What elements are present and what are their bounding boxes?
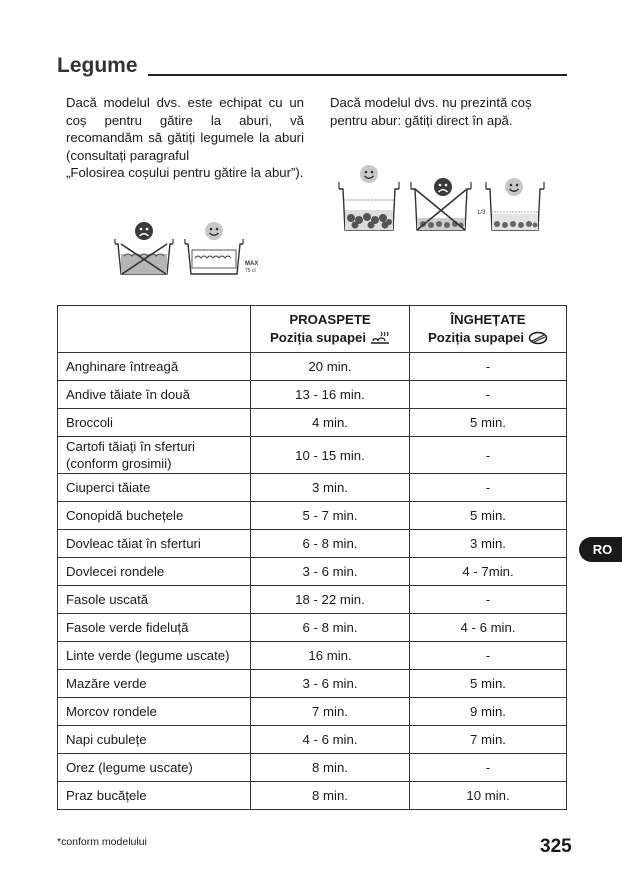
fresh-time: 3 - 6 min. <box>251 670 410 698</box>
steam-valve-icon <box>370 331 390 345</box>
intro-left-paragraph <box>66 94 304 182</box>
frozen-time: - <box>410 474 567 502</box>
language-tab: RO <box>579 537 622 562</box>
fresh-time: 6 - 8 min. <box>251 530 410 558</box>
table-row <box>58 409 567 437</box>
fresh-time: 8 min. <box>251 782 410 810</box>
table-row <box>58 698 567 726</box>
frozen-time: - <box>410 437 567 474</box>
vegetable-name-line1: Cartofi tăiați în sferturi <box>66 439 195 454</box>
header-fresh-sub: Poziția supapei <box>270 330 366 345</box>
vegetable-name: Dovleac tăiat în sferturi <box>58 530 251 558</box>
section-title: Legume <box>57 54 138 77</box>
fresh-time: 7 min. <box>251 698 410 726</box>
title-rule <box>148 74 567 76</box>
fresh-time: 16 min. <box>251 642 410 670</box>
footnote: *conform modelului <box>57 836 147 848</box>
happy-face-icon <box>360 165 378 183</box>
table-row <box>58 614 567 642</box>
table-row <box>58 670 567 698</box>
frozen-time: 3 min. <box>410 530 567 558</box>
vegetable-name: Mazăre verde <box>58 670 251 698</box>
frozen-time: 7 min. <box>410 726 567 754</box>
vegetable-name: Praz bucățele <box>58 782 251 810</box>
fresh-time: 4 min. <box>251 409 410 437</box>
frozen-time: - <box>410 754 567 782</box>
pot-with-basket-crossed <box>115 239 173 274</box>
vegetable-name: Orez (legume uscate) <box>58 754 251 782</box>
page-number: 325 <box>540 836 572 857</box>
level-label: 1/3 <box>477 210 486 216</box>
table-row <box>58 558 567 586</box>
vegetable-name <box>58 437 251 474</box>
fresh-time: 4 - 6 min. <box>251 726 410 754</box>
vegetable-name: Anghinare întreagă <box>58 353 251 381</box>
table-row <box>58 726 567 754</box>
happy-face-icon <box>205 222 223 240</box>
header-fresh <box>251 306 410 353</box>
frozen-time: 9 min. <box>410 698 567 726</box>
fresh-time: 3 - 6 min. <box>251 558 410 586</box>
intro-right-paragraph: Dacă modelul dvs. nu prezintă coș pentru abur: gătiți direct în apă. <box>330 95 532 128</box>
table-row <box>58 586 567 614</box>
pot-water-ok <box>339 182 399 230</box>
header-frozen-title: ÎNGHEȚATE <box>450 312 526 327</box>
intro-left-text-end: „Folosirea coșului pentru gătire la abur”). <box>66 165 304 180</box>
vegetable-name: Fasole uscată <box>58 586 251 614</box>
header-frozen-sub: Poziția supapei <box>428 330 524 345</box>
steam-basket-illustration <box>108 218 268 285</box>
vegetable-name: Broccoli <box>58 409 251 437</box>
direct-water-illustration <box>336 162 551 243</box>
vegetable-name: Morcov rondele <box>58 698 251 726</box>
frozen-time: - <box>410 353 567 381</box>
vegetable-name: Andive tăiate în două <box>58 381 251 409</box>
table-row <box>58 782 567 810</box>
fresh-time: 5 - 7 min. <box>251 502 410 530</box>
vegetable-name: Fasole verde fideluță <box>58 614 251 642</box>
volume-label: 75 cl <box>245 268 256 274</box>
frozen-time: 5 min. <box>410 502 567 530</box>
cooking-times-table <box>57 305 567 810</box>
max-label: MAX <box>245 261 259 267</box>
vegetable-name: Conopidă buchețele <box>58 502 251 530</box>
table-row <box>58 502 567 530</box>
vegetable-name: Ciuperci tăiate <box>58 474 251 502</box>
fresh-time: 10 - 15 min. <box>251 437 410 474</box>
frozen-time: 10 min. <box>410 782 567 810</box>
fresh-time: 3 min. <box>251 474 410 502</box>
fresh-time: 18 - 22 min. <box>251 586 410 614</box>
table-row <box>58 754 567 782</box>
sad-face-icon <box>434 178 452 196</box>
frozen-valve-icon <box>528 331 548 345</box>
table-row <box>58 530 567 558</box>
frozen-time: 5 min. <box>410 670 567 698</box>
fresh-time: 13 - 16 min. <box>251 381 410 409</box>
frozen-time: - <box>410 642 567 670</box>
table-header-row <box>58 306 567 353</box>
header-frozen <box>410 306 567 353</box>
table-row <box>58 474 567 502</box>
header-fresh-title: PROASPETE <box>289 312 371 327</box>
table-row <box>58 381 567 409</box>
vegetable-name: Dovlecei rondele <box>58 558 251 586</box>
fresh-time: 6 - 8 min. <box>251 614 410 642</box>
frozen-time: - <box>410 381 567 409</box>
fresh-time: 8 min. <box>251 754 410 782</box>
happy-face-icon <box>505 178 523 196</box>
fresh-time: 20 min. <box>251 353 410 381</box>
pot-with-basket-ok <box>185 239 243 274</box>
table-row <box>58 353 567 381</box>
sad-face-icon <box>135 222 153 240</box>
frozen-time: - <box>410 586 567 614</box>
frozen-time: 4 - 7min. <box>410 558 567 586</box>
vegetable-name-line2: (conform grosimii) <box>66 456 172 471</box>
table-row <box>58 437 567 474</box>
vegetable-name: Napi cubulețe <box>58 726 251 754</box>
frozen-time: 5 min. <box>410 409 567 437</box>
table-row <box>58 642 567 670</box>
vegetable-name: Linte verde (legume uscate) <box>58 642 251 670</box>
header-empty-cell <box>58 306 251 353</box>
frozen-time: 4 - 6 min. <box>410 614 567 642</box>
intro-left-text: Dacă modelul dvs. este echipat cu un coș pentru gătire la aburi, vă recomandăm să gătiți legumele la aburi (consultați paragraful <box>66 95 304 163</box>
